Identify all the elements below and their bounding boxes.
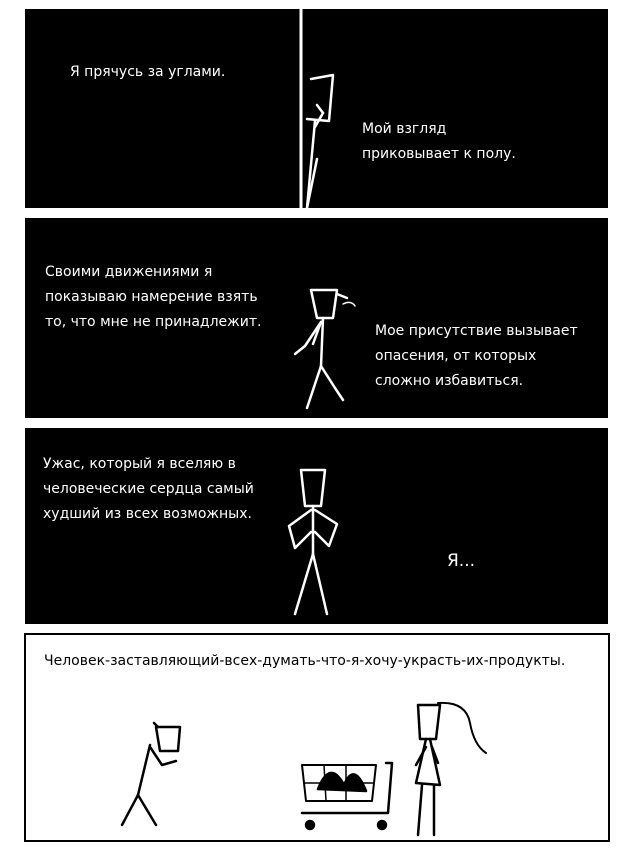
panel-4 bbox=[24, 633, 610, 842]
panel-1-art bbox=[25, 9, 608, 208]
caption-presence: Мое присутствие вызывает опасения, от которых сложно избавиться. bbox=[375, 323, 578, 389]
caption-horror: Ужас, который я вселяю в человеческие сердца самый худший из всех возможных. bbox=[43, 456, 254, 522]
groceries bbox=[318, 773, 366, 791]
woman-stick-figure-ponytail bbox=[416, 703, 486, 835]
caption-gaze: Мой взгляд приковывает к полу. bbox=[362, 121, 516, 162]
panel-1 bbox=[25, 9, 608, 208]
caption-title: Человек-заставляющий-всех-думать-что-я-хочу-украсть-их-продукты. bbox=[44, 653, 566, 669]
caption-hiding: Я прячусь за углами. bbox=[70, 64, 226, 80]
peeking-stick-figure bbox=[307, 75, 333, 208]
caption-movements: Своими движениями я показываю намерение взять то, что мне не принадлежит. bbox=[45, 264, 262, 330]
caption-i: Я... bbox=[447, 551, 476, 571]
panel-3 bbox=[25, 428, 608, 624]
sneaking-stick-figure bbox=[295, 290, 355, 408]
standing-stick-figure-hands-on-hips bbox=[289, 470, 337, 614]
shopping-cart bbox=[302, 763, 392, 829]
hunched-man-stick-figure bbox=[122, 723, 180, 825]
panel-2 bbox=[25, 218, 608, 418]
